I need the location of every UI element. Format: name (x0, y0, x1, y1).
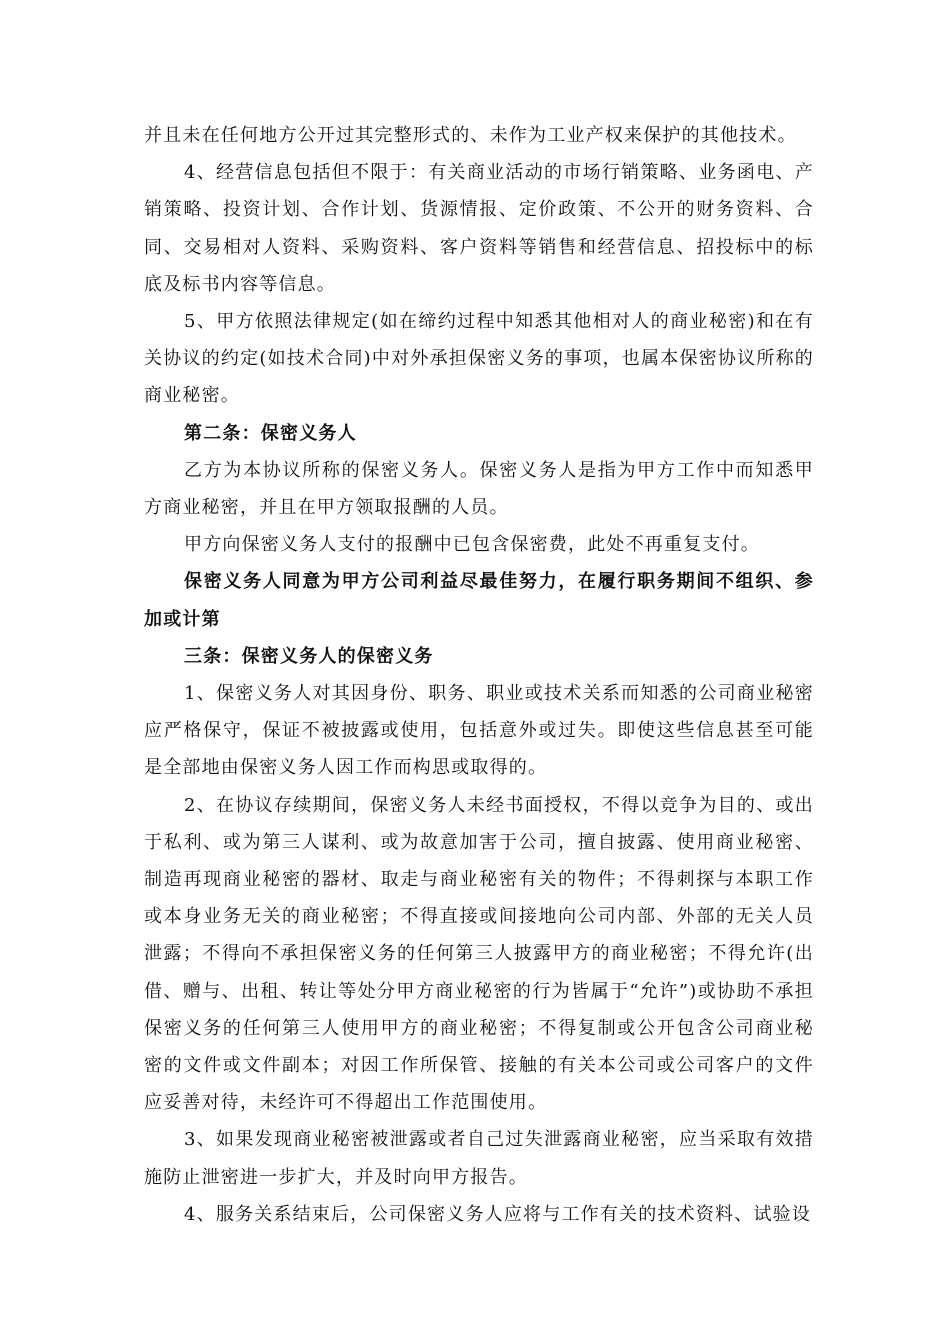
paragraph-obligation-4: 4、服务关系结束后，公司保密义务人应将与工作有关的技术资料、试验设 (184, 1203, 812, 1225)
paragraph-obligor-definition: 乙方为本协议所称的保密义务人。保密义务人是指为甲方工作中而知悉甲方商业秘密，并且在甲方领取报酬的人员。 (144, 459, 814, 519)
section-heading-article-3: 三条：保密义务人的保密义务 (184, 645, 434, 667)
paragraph-obligation-3: 3、如果发现商业秘密被泄露或者自己过失泄露商业秘密，应当采取有效措施防止泄密进一步扩大，并及时向甲方报告。 (144, 1129, 814, 1188)
paragraph-obligation-1: 1、保密义务人对其因身份、职务、职业或技术关系而知悉的公司商业秘密应严格保守，保证不被披露或使用，包括意外或过失。即使这些信息甚至可能是全部地由保密义务人因工作而构思或取得的。 (144, 683, 814, 779)
paragraph-confidentiality-fee: 甲方向保密义务人支付的报酬中已包含保密费，此处不再重复支付。 (184, 534, 760, 556)
paragraph-best-efforts: 保密义务人同意为甲方公司利益尽最佳努力，在履行职务期间不组织、参加或计第 (144, 571, 814, 630)
paragraph-business-info: 4、经营信息包括但不限于：有关商业活动的市场行销策略、业务函电、产销策略、投资计划、合作计划、货源情报、定价政策、不公开的财务资料、合同、交易相对人资料、采购资料、客户资料等销售和经营信息、招投标中的标底及标书内容等信息。 (144, 162, 814, 295)
paragraph-legal-obligations: 5、甲方依照法律规定(如在缔约过程中知悉其他相对人的商业秘密)和在有关协议的约定(如技术合同)中对外承担保密义务的事项，也属本保密协议所称的商业秘密。 (144, 311, 814, 407)
paragraph-continuation: 并且未在任何地方公开过其完整形式的、未作为工业产权来保护的其他技术。 (144, 125, 797, 146)
document-page (144, 117, 814, 1233)
section-heading-article-2: 第二条：保密义务人 (184, 422, 357, 444)
paragraph-obligation-2: 2、在协议存续期间，保密义务人未经书面授权，不得以竞争为目的、或出于私利、或为第三人谋利、或为故意加害于公司，擅自披露、使用商业秘密、制造再现商业秘密的器材、取走与商业秘密有关的物件；不得刺探与本职工作或本身业务无关的商业秘密；不得直接或间接地向公司内部、外部的无关人员泄露；不得向不承担保密义务的任何第三人披露甲方的商业秘密；不得允许(出借、赠与、出租、转让等处分甲方商业秘密的行为皆属于“允许”)或协助不承担保密义务的任何第三人使用甲方的商业秘密；不得复制或公开包含公司商业秘密的文件或文件副本；对因工作所保管、接触的有关本公司或公司客户的文件应妥善对待，未经许可不得超出工作范围使用。 (144, 794, 814, 1114)
